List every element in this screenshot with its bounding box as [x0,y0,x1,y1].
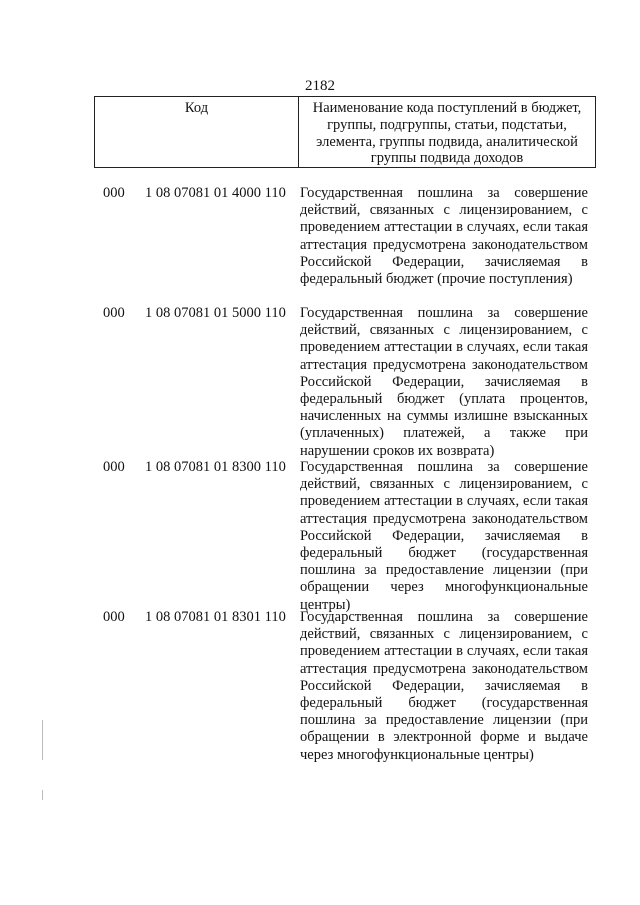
row-3-kbk-code: 1 08 07081 01 8300 110 [145,459,286,475]
header-code-label: Код [184,100,209,116]
scan-artifact [42,790,43,800]
row-4-kbk-code: 1 08 07081 01 8301 110 [145,609,286,625]
header-name-label: Наименование кода поступлений в бюджет, группы, подгруппы, статьи, подстатьи, элемента, группы подвида, аналитической группы подвида доходов [312,100,582,167]
row-1-kbk-code: 1 08 07081 01 4000 110 [145,185,286,201]
page-number: 2182 [305,78,335,94]
row-2-description: Государственная пошлина за совершение действий, связанных с лицензированием, с проведением аттестации в случаях, если такая аттестация предусмотрена законодательством Российской Федерации, зачисляемая в федеральный бюджет (уплата процентов, начисленных на суммы излишне взысканных (уплаченных) платежей, а также при нарушении сроков их возврата) [300,305,588,459]
scan-artifact [42,720,43,760]
table-header [94,96,596,168]
row-4-admin-code: 000 [103,609,125,625]
row-1-description: Государственная пошлина за совершение действий, связанных с лицензированием, с проведением аттестации в случаях, если такая аттестация предусмотрена законодательством Российской Федерации, зачисляемая в федеральный бюджет (прочие поступления) [300,185,588,288]
row-3-admin-code: 000 [103,459,125,475]
row-2-admin-code: 000 [103,305,125,321]
row-2-kbk-code: 1 08 07081 01 5000 110 [145,305,286,321]
row-1-admin-code: 000 [103,185,125,201]
row-4-description: Государственная пошлина за совершение действий, связанных с лицензированием, с проведением аттестации в случаях, если такая аттестация предусмотрена законодательством Российской Федерации, зачисляемая в федеральный бюджет (государственная пошлина за предоставление лицензии (при обращении в электронной форме и выдаче через многофункциональные центры) [300,609,588,763]
row-3-description: Государственная пошлина за совершение действий, связанных с лицензированием, с проведением аттестации в случаях, если такая аттестация предусмотрена законодательством Российской Федерации, зачисляемая в федеральный бюджет (государственная пошлина за предоставление лицензии (при обращении через многофункциональные центры) [300,459,588,613]
